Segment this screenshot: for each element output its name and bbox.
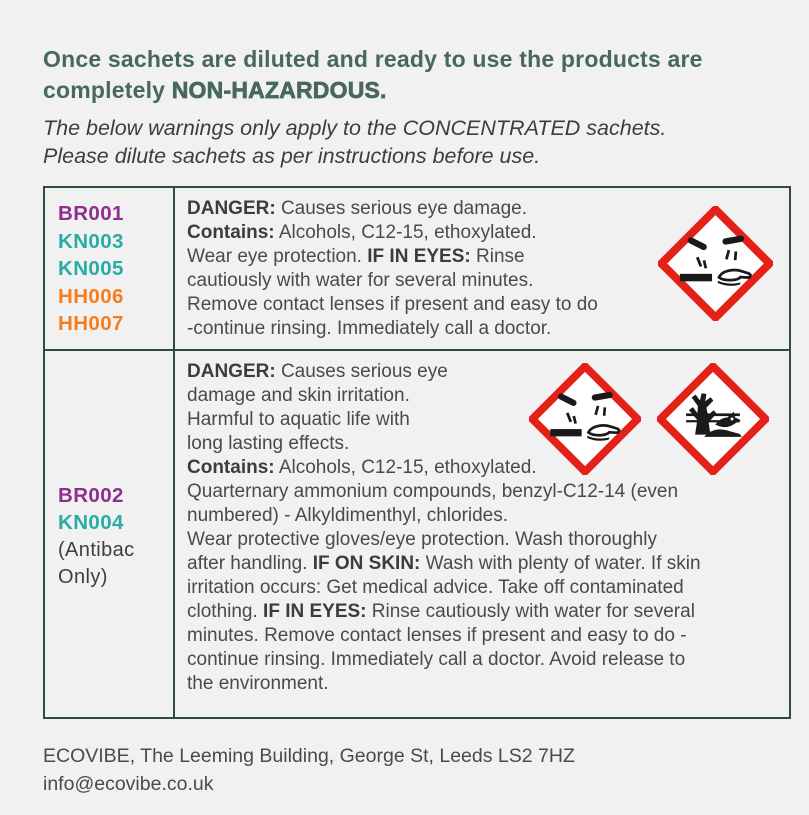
product-code: KN004 bbox=[58, 511, 124, 534]
warning-line: irritation occurs: Get medical advice. Take off contaminated bbox=[187, 577, 684, 598]
warning-line: damage and skin irritation. bbox=[187, 385, 410, 406]
hazard-table bbox=[43, 186, 791, 719]
non-hazardous-emphasis: NON-HAZARDOUS. bbox=[171, 77, 387, 103]
ghs05-corrosive-icon bbox=[529, 363, 641, 475]
pictogram-group-2 bbox=[529, 363, 769, 475]
table-row-2 bbox=[44, 350, 790, 718]
product-code: KN005 bbox=[58, 257, 124, 280]
headline-line2-prefix: completely bbox=[43, 77, 172, 103]
warning-line: Wear eye protection. IF IN EYES: Rinse bbox=[187, 246, 525, 267]
warning-line: -continue rinsing. Immediately call a doctor. bbox=[187, 318, 552, 339]
product-code: HH006 bbox=[58, 284, 124, 308]
intro-note bbox=[43, 114, 790, 170]
warning-cell-1 bbox=[174, 187, 790, 350]
warning-line: minutes. Remove contact lenses if present and easy to do - bbox=[187, 625, 687, 646]
footer-address: ECOVIBE, The Leeming Building, George St, Leeds LS2 7HZ bbox=[43, 745, 575, 767]
product-code: BR002 bbox=[58, 483, 124, 507]
ghs05-corrosive-icon bbox=[658, 206, 773, 321]
table-row-1 bbox=[44, 187, 790, 350]
warning-line: Harmful to aquatic life with bbox=[187, 409, 410, 430]
warning-line: continue rinsing. Immediately call a doctor. Avoid release to bbox=[187, 649, 686, 670]
footer bbox=[43, 743, 790, 798]
product-code: KN003 bbox=[58, 229, 124, 253]
warning-line: Remove contact lenses if present and easy to do bbox=[187, 294, 598, 315]
warning-line: numbered) - Alkyldimenthyl, chlorides. bbox=[187, 505, 509, 526]
warning-line: Quarternary ammonium compounds, benzyl-C12-14 (even bbox=[187, 481, 679, 502]
pictogram-group-1 bbox=[658, 206, 773, 321]
warning-line: long lasting effects. bbox=[187, 433, 350, 454]
antibac-only-note: (Antibac Only) bbox=[58, 538, 135, 588]
warning-line: Wear protective gloves/eye protection. Wash thoroughly bbox=[187, 529, 657, 550]
warning-line: DANGER: Causes serious eye bbox=[187, 361, 448, 382]
product-code: HH007 bbox=[58, 312, 124, 335]
headline-line1: Once sachets are diluted and ready to use the products are bbox=[43, 46, 703, 72]
product-codes-cell-2 bbox=[44, 350, 174, 718]
warning-line: after handling. IF ON SKIN: Wash with plenty of water. If skin bbox=[187, 553, 701, 574]
ghs09-environment-icon bbox=[657, 363, 769, 475]
page-title bbox=[43, 44, 790, 106]
warning-line: cautiously with water for several minutes. bbox=[187, 270, 534, 291]
warning-line: Contains: Alcohols, C12-15, ethoxylated. bbox=[187, 222, 537, 243]
intro-line2: Please dilute sachets as per instructions before use. bbox=[43, 144, 541, 168]
product-code: BR001 bbox=[58, 202, 124, 225]
warning-line: Contains: Alcohols, C12-15, ethoxylated. bbox=[187, 457, 537, 478]
footer-email: info@ecovibe.co.uk bbox=[43, 772, 214, 795]
product-codes-list bbox=[58, 482, 167, 537]
warning-line: clothing. IF IN EYES: Rinse cautiously with water for several bbox=[187, 601, 695, 622]
intro-line1: The below warnings only apply to the CONCENTRATED sachets. bbox=[43, 116, 667, 140]
warning-line: DANGER: Causes serious eye damage. bbox=[187, 198, 528, 219]
product-codes-list bbox=[58, 200, 167, 338]
warning-cell-2 bbox=[174, 350, 790, 718]
warning-line: the environment. bbox=[187, 673, 329, 694]
product-codes-cell-1 bbox=[44, 187, 174, 350]
